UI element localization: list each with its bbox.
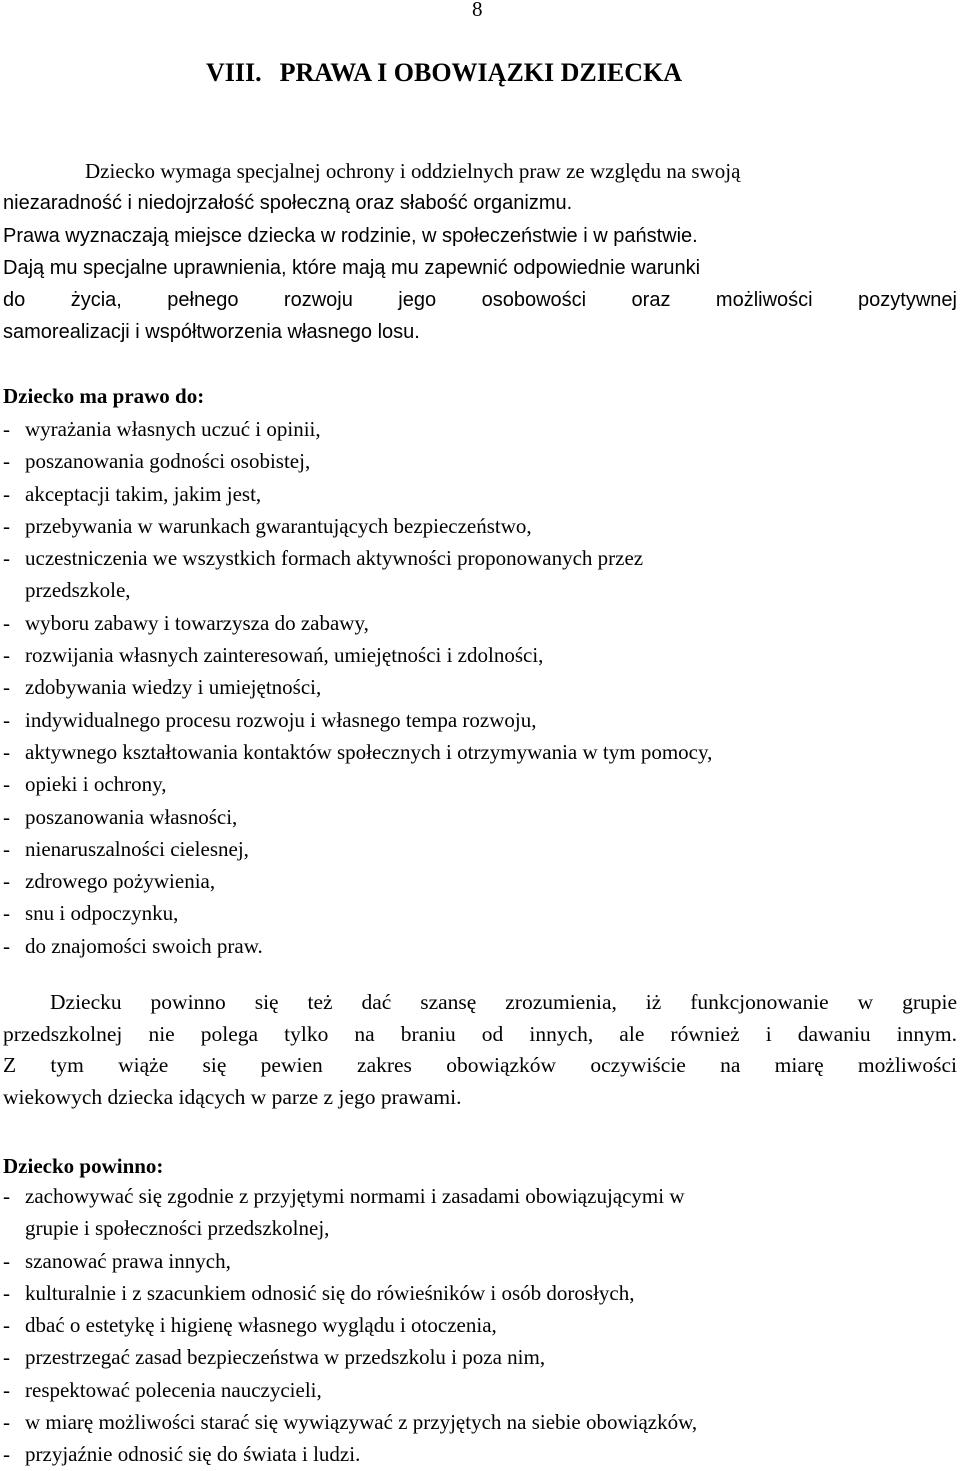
- list-item: [3, 542, 712, 607]
- list-item: [3, 413, 712, 445]
- list-item: [3, 704, 712, 736]
- list-item: [3, 897, 712, 929]
- list-item: [3, 930, 712, 962]
- list-item: [3, 607, 712, 639]
- list-item-continuation: grupie i społeczności przedszkolnej,: [25, 1216, 330, 1241]
- list-item-text: przebywania w warunkach gwarantujących bezpieczeństwo,: [25, 513, 532, 538]
- middle-line: wiekowych dziecka idących w parze z jego prawami.: [3, 1084, 462, 1109]
- rights-heading: Dziecko ma prawo do:: [3, 384, 205, 408]
- list-item: [3, 1438, 697, 1470]
- intro-line: Prawa wyznaczają miejsce dziecka w rodzinie, w społeczeństwie i w państwie.: [3, 224, 698, 247]
- page-number: 8: [472, 0, 483, 21]
- list-item-text: zdrowego pożywienia,: [25, 869, 216, 894]
- intro-line: samorealizacji i współtworzenia własnego losu.: [3, 321, 420, 344]
- middle-line: przedszkolnej nie polega tylko na braniu od innych, ale również i dawaniu innym.: [3, 1021, 957, 1046]
- list-item: [3, 768, 712, 800]
- list-item: [3, 510, 712, 542]
- list-item-text: w miarę możliwości starać się wywiązywać z przyjętych na siebie obowiązków,: [25, 1410, 698, 1435]
- list-item-text: poszanowania własności,: [25, 804, 238, 829]
- list-item-text: szanować prawa innych,: [25, 1248, 231, 1273]
- list-item: [3, 1180, 697, 1245]
- list-item-text: wyrażania własnych uczuć i opinii,: [25, 417, 321, 441]
- list-item-text: poszanowania godności osobistej,: [25, 449, 311, 474]
- list-item: [3, 1341, 697, 1373]
- list-item-text: opieki i ochrony,: [25, 772, 167, 797]
- section-title: [206, 56, 682, 90]
- list-item-text: akceptacji takim, jakim jest,: [25, 481, 262, 506]
- list-item-text: wyboru zabawy i towarzysza do zabawy,: [25, 610, 369, 635]
- list-item: [3, 1374, 697, 1406]
- list-item-continuation: przedszkole,: [25, 578, 131, 603]
- list-item-text: dbać o estetykę i higienę własnego wyglądu i otoczenia,: [25, 1313, 497, 1338]
- list-item: [3, 639, 712, 671]
- list-item: [3, 865, 712, 897]
- middle-line: Dziecku powinno się też dać szansę zrozumienia, iż funkcjonowanie w grupie: [50, 990, 957, 1014]
- list-item: [3, 833, 712, 865]
- list-item-text: kulturalnie i z szacunkiem odnosić się do rówieśników i osób dorosłych,: [25, 1280, 635, 1305]
- list-item: [3, 445, 712, 477]
- list-item-text: zdobywania wiedzy i umiejętności,: [25, 675, 322, 700]
- list-item-text: do znajomości swoich praw.: [25, 933, 263, 958]
- duties-list: [3, 1180, 697, 1471]
- list-item-text: indywidualnego procesu rozwoju i własnego tempa rozwoju,: [25, 707, 537, 732]
- list-item-text: rozwijania własnych zainteresowań, umiejętności i zdolności,: [25, 643, 544, 668]
- rights-list: [3, 413, 712, 962]
- list-item: [3, 671, 712, 703]
- list-item: [3, 1245, 697, 1277]
- list-item-text: - uczestniczenia we wszystkich formach aktywności proponowanych przez: [25, 546, 644, 571]
- intro-paragraph: [3, 155, 957, 349]
- list-item: [3, 736, 712, 768]
- section-number: VIII.: [206, 58, 262, 87]
- list-item-text: aktywnego kształtowania kontaktów społecznych i otrzymywania w tym pomocy,: [25, 739, 713, 764]
- list-item-text: respektować polecenia nauczycieli,: [25, 1377, 322, 1402]
- list-item-text: snu i odpoczynku,: [25, 901, 179, 926]
- intro-line: niezaradność i niedojrzałość społeczną oraz słabość organizmu.: [3, 192, 573, 215]
- middle-line: Z tym wiąże się pewien zakres obowiązków oczywiście na miarę możliwości: [3, 1053, 957, 1077]
- intro-line: Dają mu specjalne uprawnienia, które mają mu zapewnić odpowiednie warunki: [3, 256, 701, 279]
- intro-line: Dziecko wymaga specjalnej ochrony i oddzielnych praw ze względu na swoją: [85, 159, 741, 183]
- duties-heading: Dziecko powinno:: [3, 1154, 164, 1178]
- list-item: [3, 478, 712, 510]
- list-item: [3, 1309, 697, 1341]
- list-item: [3, 1406, 697, 1438]
- list-item: [3, 1277, 697, 1309]
- list-item-text: przyjaźnie odnosić się do świata i ludzi.: [25, 1442, 361, 1467]
- list-item-text: nienaruszalności cielesnej,: [25, 836, 249, 861]
- list-item-text: - zachowywać się zgodnie z przyjętymi normami i zasadami obowiązującymi w: [25, 1184, 685, 1208]
- intro-line: do życia, pełnego rozwoju jego osobowości oraz możliwości pozytywnej: [3, 289, 957, 312]
- middle-paragraph: [3, 987, 957, 1113]
- section-title-text: PRAWA I OBOWIĄZKI DZIECKA: [279, 58, 682, 87]
- list-item-text: przestrzegać zasad bezpieczeństwa w przedszkolu i poza nim,: [25, 1345, 546, 1370]
- list-item: [3, 801, 712, 833]
